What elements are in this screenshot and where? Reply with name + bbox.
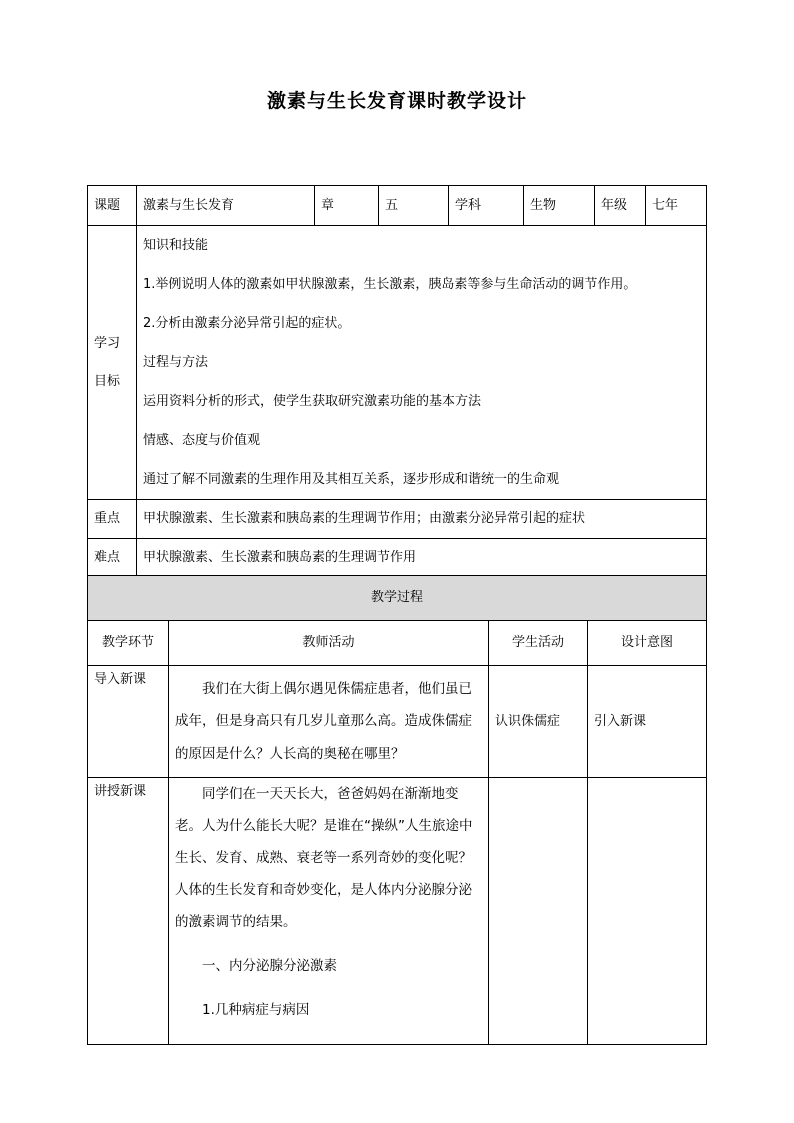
lesson-info-table <box>87 185 707 578</box>
subject-value: 生物 <box>524 186 595 226</box>
goal-line: 1.举例说明人体的激素如甲状腺激素，生长激素，胰岛素等参与生命活动的调节作用。 <box>143 276 637 292</box>
goals-label-cell <box>88 226 137 500</box>
goals-row <box>88 226 707 500</box>
process-heading-row <box>88 576 707 621</box>
key-point-row <box>88 500 707 539</box>
goal-line: 知识和技能 <box>143 237 209 253</box>
difficulty-value: 甲状腺激素、生长激素和胰岛素的生理调节作用 <box>137 539 707 578</box>
difficulty-label: 难点 <box>88 539 137 578</box>
key-point-value: 甲状腺激素、生长激素和胰岛素的生理调节作用；由激素分泌异常引起的症状 <box>137 500 707 539</box>
grade-label: 年级 <box>595 186 646 226</box>
table-row <box>88 666 707 778</box>
teacher-activity-text: 我们在大街上偶尔遇见侏儒症患者，他们虽已成年，但是身高只有几岁儿童那么高。造成侏儒症的原因是什么？人长高的奥秘在哪里？ <box>175 680 472 762</box>
topic-value: 激素与生长发育 <box>137 186 315 226</box>
table-row <box>88 778 707 1045</box>
chapter-label: 章 <box>315 186 379 226</box>
goal-line: 情感、态度与价值观 <box>143 432 261 448</box>
grade-value: 七年 <box>646 186 707 226</box>
process-header-row <box>88 621 707 666</box>
difficulty-row <box>88 539 707 578</box>
goals-label-2: 目标 <box>94 373 121 389</box>
section-heading: 一、内分泌腺分泌激素 <box>202 958 337 974</box>
column-header: 教学环节 <box>88 621 169 666</box>
info-row <box>88 186 707 226</box>
goal-line: 2.分析由激素分泌异常引起的症状。 <box>143 315 351 331</box>
column-header: 教师活动 <box>169 621 489 666</box>
stage-cell: 导入新课 <box>88 666 169 778</box>
student-activity-cell <box>489 778 588 1045</box>
goal-line: 运用资料分析的形式，使学生获取研究激素功能的基本方法 <box>143 393 482 409</box>
teacher-activity-text: 同学们在一天天长大，爸爸妈妈在渐渐地变老。人为什么能长大呢？是谁在“操纵”人生旅途中生长、发育、成熟、衰老等一系列奇妙的变化呢？人体的生长发育和奇妙变化，是人体内分泌腺分泌的激素调节的结果。 <box>175 786 473 930</box>
column-header: 学生活动 <box>489 621 588 666</box>
design-intent-cell <box>588 778 707 1045</box>
topic-label: 课题 <box>88 186 137 226</box>
teaching-process-table <box>87 575 707 1045</box>
stage-cell: 讲授新课 <box>88 778 169 1045</box>
teacher-activity-cell <box>169 778 489 1045</box>
subsection-heading: 1.几种病症与病因 <box>202 1002 310 1018</box>
goal-line: 通过了解不同激素的生理作用及其相互关系，逐步形成和谐统一的生命观 <box>143 471 560 487</box>
design-intent-cell: 引入新课 <box>588 666 707 778</box>
goals-label-1: 学习 <box>94 335 121 351</box>
subject-label: 学科 <box>449 186 524 226</box>
student-activity-cell: 认识侏儒症 <box>489 666 588 778</box>
column-header: 设计意图 <box>588 621 707 666</box>
goals-content <box>137 226 707 500</box>
goal-line: 过程与方法 <box>143 354 209 370</box>
teacher-activity-cell <box>169 666 489 778</box>
process-heading: 教学过程 <box>88 576 707 621</box>
key-point-label: 重点 <box>88 500 137 539</box>
chapter-value: 五 <box>379 186 449 226</box>
page-title: 激素与生长发育课时教学设计 <box>266 90 527 112</box>
